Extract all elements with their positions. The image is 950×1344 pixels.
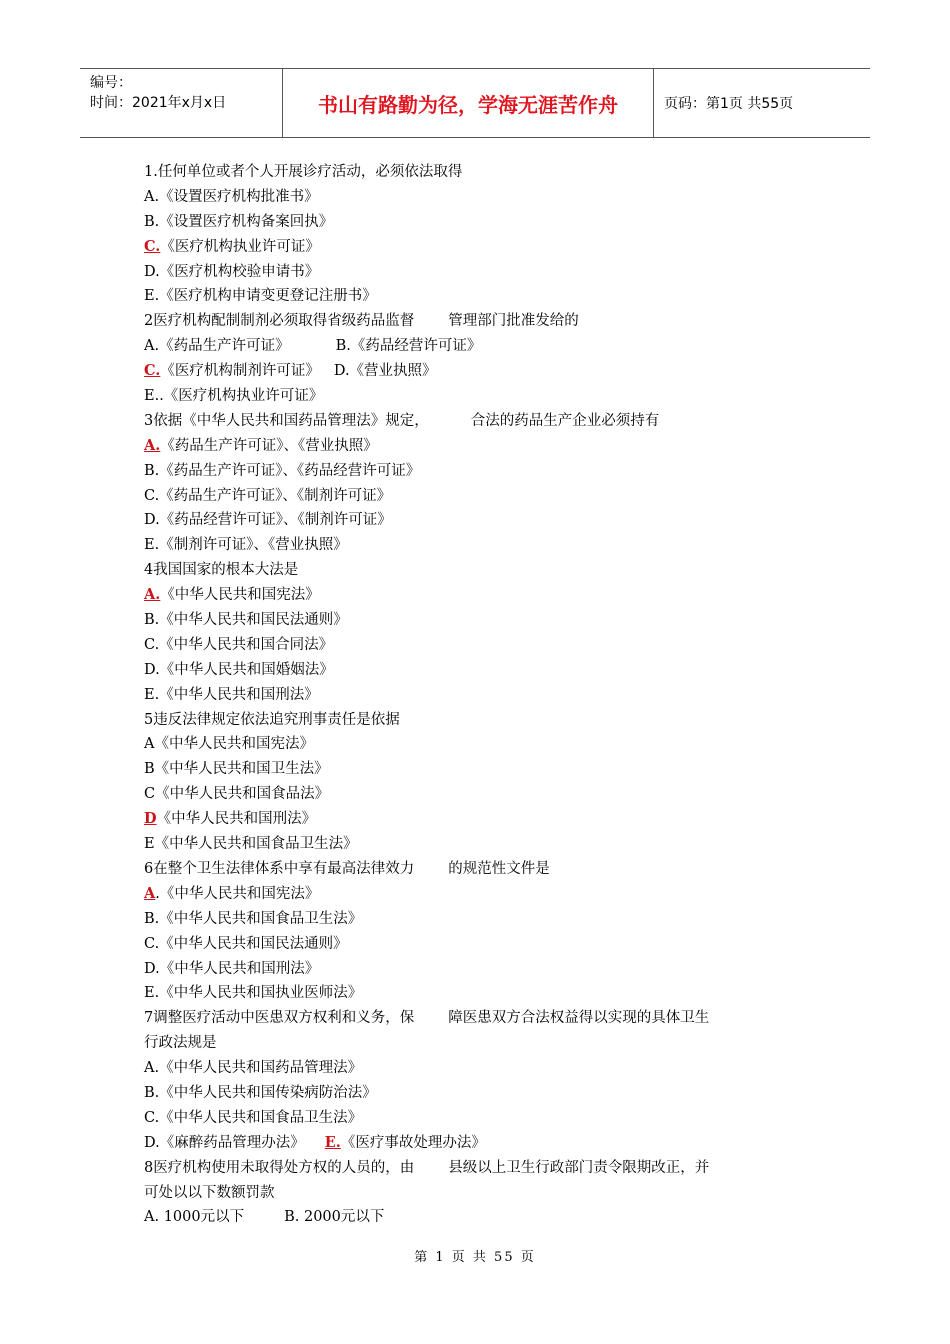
text-line <box>144 732 824 757</box>
line-text: D.《中华人民共和国刑法》 <box>144 960 320 977</box>
line-text: 《医疗机构制剂许可证》 <box>160 363 320 380</box>
line-text: C.《药品生产许可证》、《制剂许可证》 <box>144 487 392 504</box>
line-text: 《医疗机构执业许可证》 <box>160 238 320 255</box>
text-line <box>144 981 824 1006</box>
text-line <box>144 359 824 384</box>
line-text: 的规范性文件是 <box>448 860 550 877</box>
line-text: D.《中华人民共和国婚姻法》 <box>144 661 334 678</box>
line-text: 8医疗机构使用未取得处方权的人员的，由 <box>144 1159 415 1176</box>
line-text: 管理部门批准发给的 <box>448 313 579 330</box>
text-line <box>144 508 824 533</box>
line-text: D.《营业执照》 <box>333 363 437 380</box>
line-text: 2医疗机构配制制剂必须取得省级药品监督 <box>144 313 415 330</box>
text-line <box>144 907 824 932</box>
line-text: 3依据《中华人民共和国药品管理法》规定， <box>144 412 429 429</box>
line-text: 7调整医疗活动中医患双方权利和义务，保 <box>144 1010 415 1027</box>
document-number-label: 编号： <box>90 75 132 91</box>
line-text: D.《药品经营许可证》、《制剂许可证》 <box>144 512 392 529</box>
text-line <box>144 633 824 658</box>
text-line <box>144 957 824 982</box>
line-text: 《医疗事故处理办法》 <box>340 1134 486 1151</box>
line-text: C.《中华人民共和国合同法》 <box>144 636 334 653</box>
text-line <box>144 235 824 260</box>
text-line <box>144 1131 824 1156</box>
line-text: 《药品生产许可证》、《营业执照》 <box>160 437 378 454</box>
line-text: 可处以以下数额罚款 <box>144 1184 275 1201</box>
line-text: A.《设置医疗机构批准书》 <box>144 188 319 205</box>
line-text: 《中华人民共和国刑法》 <box>156 811 317 828</box>
text-line <box>144 1106 824 1131</box>
line-text: E.《中华人民共和国执业医师法》 <box>144 985 363 1002</box>
text-line <box>144 484 824 509</box>
line-text: .《中华人民共和国宪法》 <box>155 885 320 902</box>
text-line <box>144 882 824 907</box>
line-text: E.《制剂许可证》、《营业执照》 <box>144 537 348 554</box>
line-text: 县级以上卫生行政部门责令限期改正，并 <box>448 1159 710 1176</box>
line-text: B.《中华人民共和国食品卫生法》 <box>144 910 363 927</box>
line-text: 合法的药品生产企业必须持有 <box>470 412 660 429</box>
text-line <box>144 683 824 708</box>
text-line <box>144 185 824 210</box>
line-text: B.《药品经营许可证》 <box>335 338 482 355</box>
text-line <box>144 284 824 309</box>
line-text: A.《中华人民共和国药品管理法》 <box>144 1060 363 1077</box>
line-text: 行政法规是 <box>144 1035 217 1052</box>
line-text: C《中华人民共和国食品法》 <box>144 786 330 803</box>
line-text: B.《中华人民共和国民法通则》 <box>144 612 348 629</box>
text-line <box>144 1081 824 1106</box>
text-line <box>144 757 824 782</box>
text-line <box>144 807 824 832</box>
text-line <box>144 782 824 807</box>
text-line <box>144 160 824 185</box>
text-line <box>144 932 824 957</box>
line-text: D.《医疗机构校验申请书》 <box>144 263 320 280</box>
text-line <box>144 409 824 434</box>
answer-marker: E. <box>324 1133 341 1151</box>
answer-marker: D <box>144 810 157 828</box>
text-line <box>144 583 824 608</box>
line-text: A.《药品生产许可证》 <box>144 338 290 355</box>
page-footer: 第 1 页 共 55 页 <box>414 1250 536 1265</box>
text-line <box>144 608 824 633</box>
text-line <box>144 832 824 857</box>
text-line <box>144 434 824 459</box>
header-motto: 书山有路勤为径，学海无涯苦作舟 <box>282 69 654 137</box>
text-line <box>144 384 824 409</box>
text-line <box>144 558 824 583</box>
line-text: B. 2000元以下 <box>284 1209 385 1226</box>
line-text: C.《中华人民共和国民法通则》 <box>144 935 348 952</box>
text-line <box>144 1156 824 1181</box>
text-line <box>144 334 824 359</box>
line-text: B.《设置医疗机构备案回执》 <box>144 213 334 230</box>
text-line <box>144 708 824 733</box>
text-line <box>144 1056 824 1081</box>
answer-marker: A. <box>144 586 161 604</box>
line-text: E.《中华人民共和国刑法》 <box>144 686 319 703</box>
line-text: E.《医疗机构申请变更登记注册书》 <box>144 288 377 305</box>
line-text: B.《药品生产许可证》、《药品经营许可证》 <box>144 462 421 479</box>
line-text: A. 1000元以下 <box>144 1209 245 1226</box>
text-line <box>144 1181 824 1206</box>
text-line <box>144 533 824 558</box>
text-line <box>144 857 824 882</box>
answer-marker: C. <box>144 237 161 255</box>
text-line <box>144 459 824 484</box>
text-line <box>144 658 824 683</box>
line-text: E《中华人民共和国食品卫生法》 <box>144 836 358 853</box>
text-line <box>144 1031 824 1056</box>
line-text: B《中华人民共和国卫生法》 <box>144 761 329 778</box>
header-page-number: 页码：第1页 共55页 <box>664 96 794 112</box>
answer-marker: A <box>144 884 156 902</box>
line-text: 《中华人民共和国宪法》 <box>160 587 320 604</box>
line-text: A《中华人民共和国宪法》 <box>144 736 314 753</box>
line-text: 5违反法律规定依法追究刑事责任是依据 <box>144 711 400 728</box>
line-text: E..《医疗机构执业许可证》 <box>144 388 324 405</box>
line-text: D.《麻醉药品管理办法》 <box>144 1134 305 1151</box>
page-header <box>80 68 870 138</box>
answer-marker: A. <box>144 436 161 454</box>
document-time-label: 时间：2021年x月x日 <box>90 95 227 111</box>
text-line <box>144 1006 824 1031</box>
line-text: C.《中华人民共和国食品卫生法》 <box>144 1109 363 1126</box>
text-line <box>144 1205 824 1230</box>
line-text: 障医患双方合法权益得以实现的具体卫生 <box>448 1010 710 1027</box>
question-content <box>144 160 824 1230</box>
line-text: 6在整个卫生法律体系中享有最高法律效力 <box>144 860 415 877</box>
text-line <box>144 210 824 235</box>
line-text: 1.任何单位或者个人开展诊疗活动，必须依法取得 <box>144 164 463 180</box>
text-line <box>144 260 824 285</box>
header-meta <box>80 69 282 137</box>
line-text: 4我国国家的根本大法是 <box>144 562 299 579</box>
line-text: B.《中华人民共和国传染病防治法》 <box>144 1084 377 1101</box>
answer-marker: C. <box>144 362 161 380</box>
text-line <box>144 309 824 334</box>
